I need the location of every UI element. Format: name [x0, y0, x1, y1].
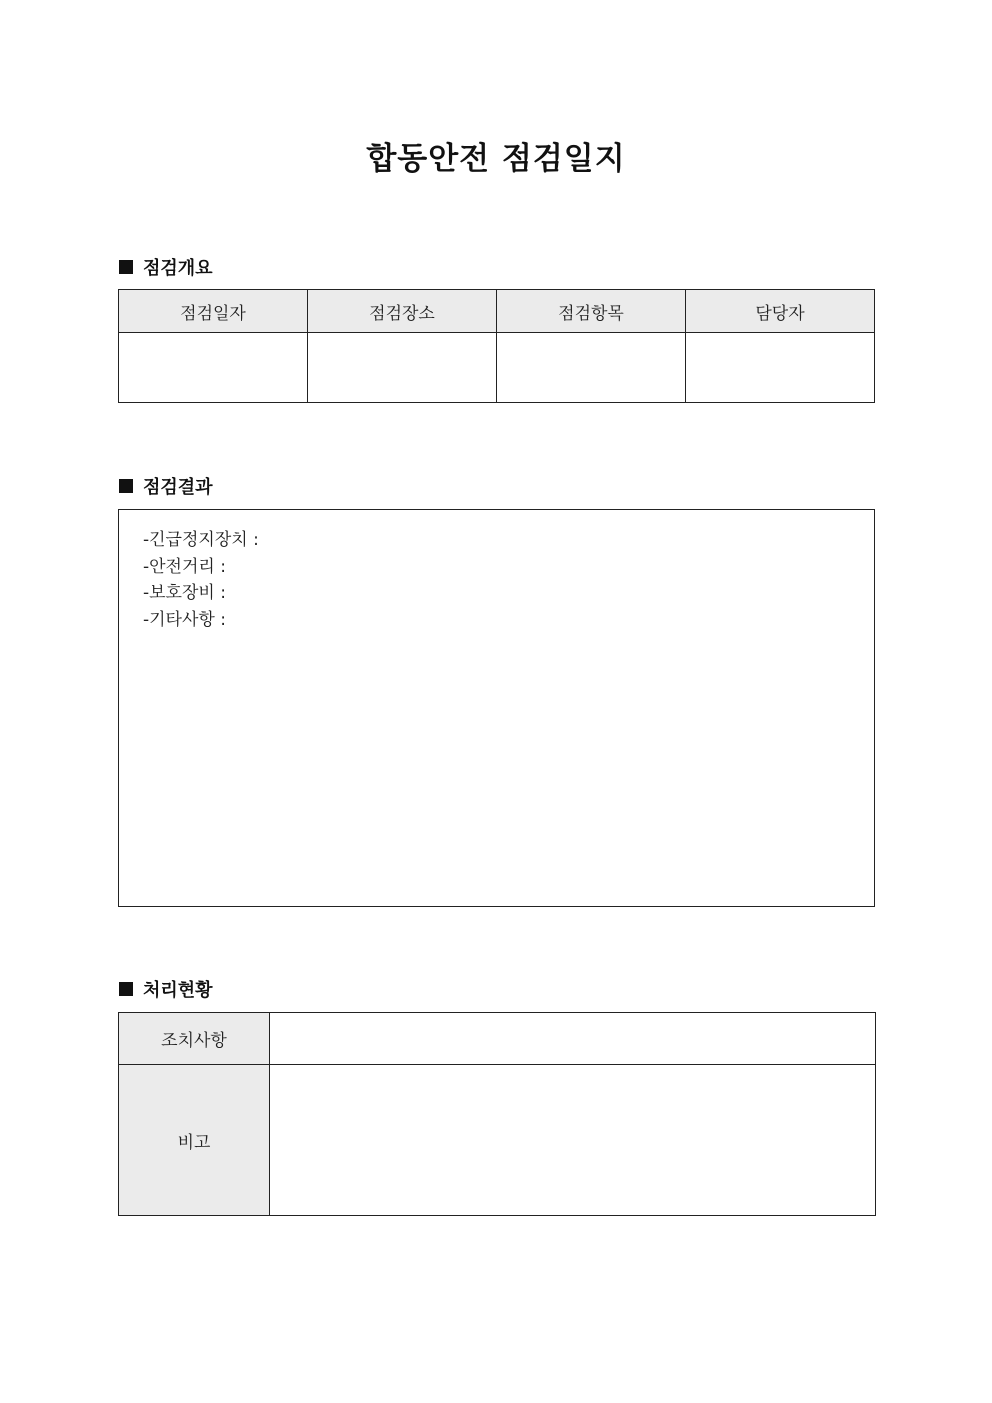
result-line-protective-gear: -보호장비 :: [143, 583, 226, 603]
overview-place-cell[interactable]: [308, 333, 497, 403]
square-bullet-icon: [119, 260, 133, 274]
status-value-remarks[interactable]: [270, 1065, 876, 1216]
overview-header-manager: 담당자: [686, 290, 875, 333]
section-heading-status-label: 처리현황: [143, 980, 213, 1001]
section-heading-results-label: 점검결과: [143, 477, 213, 498]
results-box[interactable]: [118, 509, 875, 907]
result-line-emergency-stop: -긴급정지장치 :: [143, 530, 259, 550]
results-list: [143, 527, 874, 633]
result-line-other: -기타사항 :: [143, 609, 226, 630]
overview-header-date: 점검일자: [119, 290, 308, 333]
page-title: 합동안전 점검일지: [366, 141, 626, 177]
result-line-safe-distance: -안전거리 :: [143, 556, 226, 577]
section-heading-overview-label: 점검개요: [143, 258, 213, 279]
square-bullet-icon: [119, 479, 133, 493]
section-heading-overview: [119, 254, 213, 280]
section-heading-results: [119, 473, 213, 499]
overview-manager-cell[interactable]: [686, 333, 875, 403]
status-label-action: 조치사항: [119, 1013, 270, 1065]
overview-table: [118, 289, 875, 403]
status-table: [118, 1012, 876, 1216]
overview-value-row: [119, 333, 875, 403]
status-value-action[interactable]: [270, 1013, 876, 1065]
status-row-action: [119, 1013, 876, 1065]
overview-header-place: 점검장소: [308, 290, 497, 333]
overview-header-row: [119, 290, 875, 333]
overview-header-item: 점검항목: [497, 290, 686, 333]
status-label-remarks: 비고: [119, 1065, 270, 1216]
overview-date-cell[interactable]: [119, 333, 308, 403]
status-row-remarks: [119, 1065, 876, 1216]
section-heading-status: [119, 976, 213, 1002]
overview-item-cell[interactable]: [497, 333, 686, 403]
square-bullet-icon: [119, 982, 133, 996]
